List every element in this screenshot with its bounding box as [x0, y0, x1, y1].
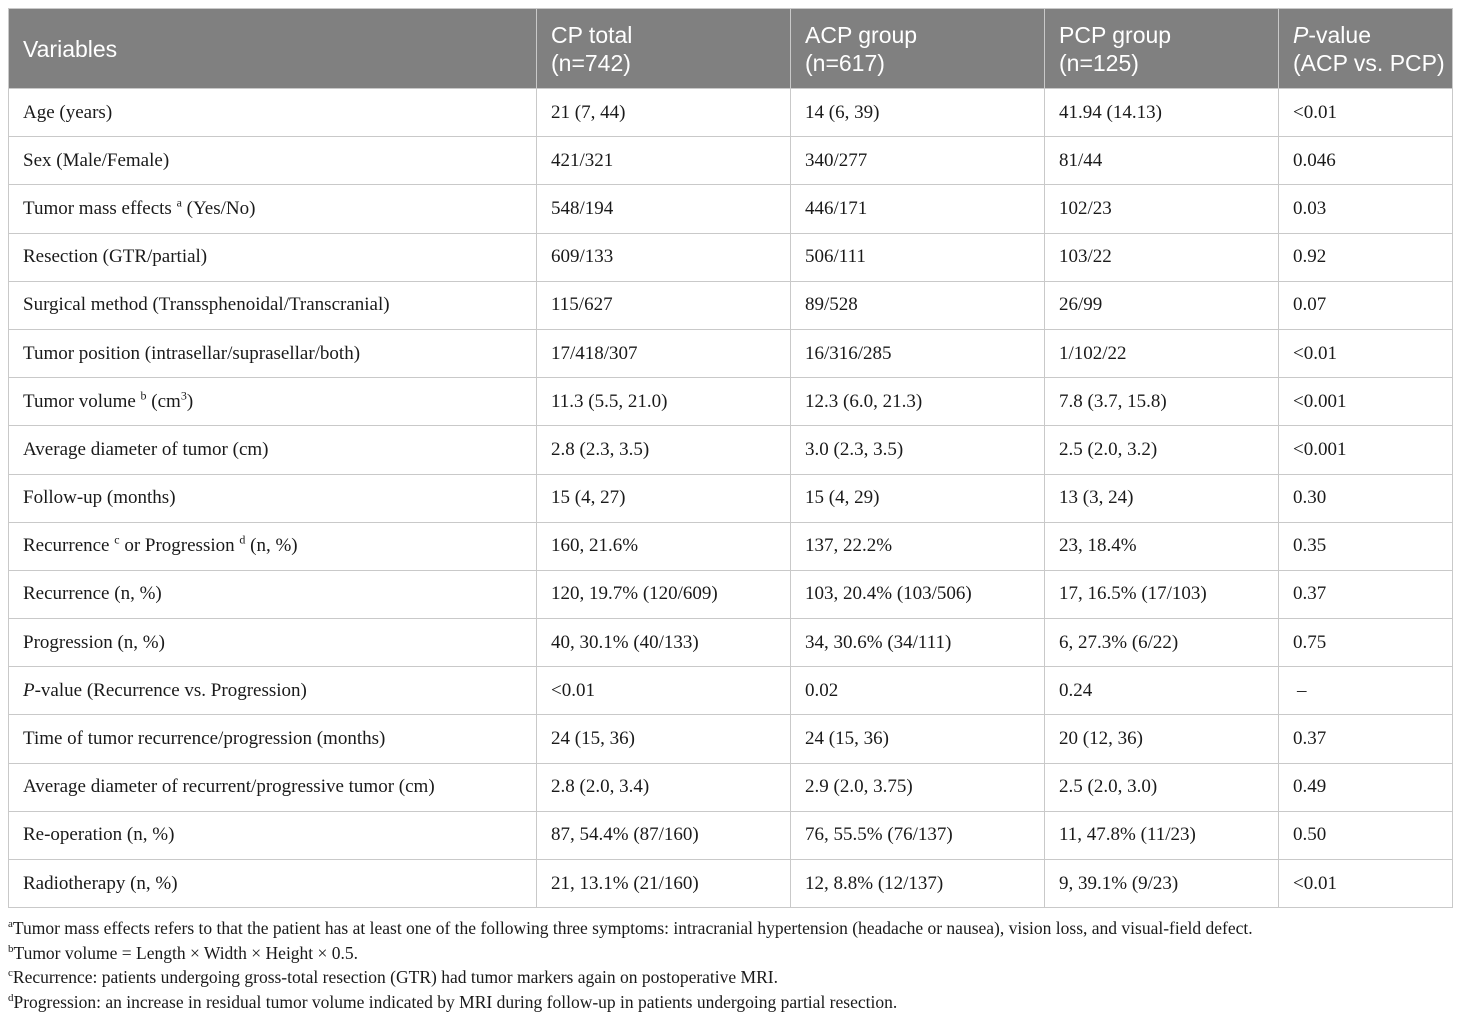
header-p-value: P-value (ACP vs. PCP) [1279, 9, 1453, 89]
row-label: Sex (Male/Female) [9, 137, 537, 185]
cell-cp: 21, 13.1% (21/160) [537, 860, 791, 908]
cell-cp: 2.8 (2.0, 3.4) [537, 763, 791, 811]
cell-cp: 160, 21.6% [537, 522, 791, 570]
row-label: Recurrence $^c$ or Progression $^d$ (n, %) [9, 522, 537, 570]
data-table-container [8, 8, 1452, 908]
table-row [9, 860, 1453, 908]
cell-pcp: 0.24 [1045, 667, 1279, 715]
table-row [9, 185, 1453, 233]
cell-pcp: 81/44 [1045, 137, 1279, 185]
header-acp-group: ACP group (n=617) [791, 9, 1045, 89]
header-variables: Variables [9, 9, 537, 89]
table-header-row [9, 9, 1453, 89]
cell-cp: 87, 54.4% (87/160) [537, 811, 791, 859]
cell-p: 0.49 [1279, 763, 1453, 811]
cell-pcp: 7.8 (3.7, 15.8) [1045, 378, 1279, 426]
cell-acp: 137, 22.2% [791, 522, 1045, 570]
data-table [8, 8, 1453, 908]
footnote-d: $^d$Progression: an increase in residual tumor volume indicated by MRI during follow-up in patients undergoing partial resection. [8, 991, 898, 1012]
cell-pcp: 13 (3, 24) [1045, 474, 1279, 522]
cell-cp: 24 (15, 36) [537, 715, 791, 763]
table-row [9, 570, 1453, 618]
cell-pcp: 20 (12, 36) [1045, 715, 1279, 763]
table-row [9, 667, 1453, 715]
cell-p: 0.37 [1279, 570, 1453, 618]
table-row [9, 426, 1453, 474]
cell-pcp: 2.5 (2.0, 3.0) [1045, 763, 1279, 811]
header-pcp-group: PCP group (n=125) [1045, 9, 1279, 89]
row-label: Follow-up (months) [9, 474, 537, 522]
cell-cp: 40, 30.1% (40/133) [537, 619, 791, 667]
cell-acp: 89/528 [791, 281, 1045, 329]
row-label: Time of tumor recurrence/progression (months) [9, 715, 537, 763]
table-row [9, 281, 1453, 329]
cell-acp: 16/316/285 [791, 329, 1045, 377]
cell-acp: 34, 30.6% (34/111) [791, 619, 1045, 667]
cell-p: 0.37 [1279, 715, 1453, 763]
cell-p: 0.03 [1279, 185, 1453, 233]
cell-acp: 12.3 (6.0, 21.3) [791, 378, 1045, 426]
table-row [9, 329, 1453, 377]
header-cp-total: CP total (n=742) [537, 9, 791, 89]
row-label: Age (years) [9, 89, 537, 137]
cell-cp: 548/194 [537, 185, 791, 233]
row-label: Tumor position (intrasellar/suprasellar/both) [9, 329, 537, 377]
cell-cp: 15 (4, 27) [537, 474, 791, 522]
table-footnotes [8, 916, 1452, 1014]
row-label: Average diameter of recurrent/progressive tumor (cm) [9, 763, 537, 811]
cell-p: – [1279, 667, 1453, 715]
table-row [9, 378, 1453, 426]
cell-pcp: 2.5 (2.0, 3.2) [1045, 426, 1279, 474]
cell-acp: 506/111 [791, 233, 1045, 281]
cell-p: 0.92 [1279, 233, 1453, 281]
cell-p: <0.01 [1279, 860, 1453, 908]
cell-cp: 11.3 (5.5, 21.0) [537, 378, 791, 426]
table-row [9, 522, 1453, 570]
cell-acp: 446/171 [791, 185, 1045, 233]
cell-p: <0.001 [1279, 378, 1453, 426]
table-row [9, 619, 1453, 667]
cell-cp: 17/418/307 [537, 329, 791, 377]
row-label: Resection (GTR/partial) [9, 233, 537, 281]
table-row [9, 474, 1453, 522]
table-row [9, 233, 1453, 281]
cell-acp: 0.02 [791, 667, 1045, 715]
cell-pcp: 17, 16.5% (17/103) [1045, 570, 1279, 618]
footnote-c: $^c$Recurrence: patients undergoing gross-total resection (GTR) had tumor markers again on postoperative MRI. [8, 967, 778, 987]
cell-cp: 421/321 [537, 137, 791, 185]
cell-p: 0.046 [1279, 137, 1453, 185]
cell-pcp: 11, 47.8% (11/23) [1045, 811, 1279, 859]
row-label: Tumor mass effects $^a$ (Yes/No) [9, 185, 537, 233]
cell-cp: 115/627 [537, 281, 791, 329]
cell-acp: 3.0 (2.3, 3.5) [791, 426, 1045, 474]
table-row [9, 763, 1453, 811]
footnote-a: $^a$Tumor mass effects refers to that the patient has at least one of the following three symptoms: intracranial hypertension (headache or nausea), vision loss, and visual-field defect. [8, 918, 1253, 938]
cell-cp: 21 (7, 44) [537, 89, 791, 137]
cell-cp: 2.8 (2.3, 3.5) [537, 426, 791, 474]
row-label: Tumor volume $^b$ $(cm^3)$ [9, 378, 537, 426]
cell-p: <0.01 [1279, 329, 1453, 377]
cell-pcp: 103/22 [1045, 233, 1279, 281]
cell-p: 0.50 [1279, 811, 1453, 859]
cell-pcp: 23, 18.4% [1045, 522, 1279, 570]
table-row [9, 811, 1453, 859]
row-label: P-value (Recurrence vs. Progression) [9, 667, 537, 715]
cell-cp: 609/133 [537, 233, 791, 281]
row-label: Average diameter of tumor (cm) [9, 426, 537, 474]
cell-p: <0.01 [1279, 89, 1453, 137]
cell-acp: 103, 20.4% (103/506) [791, 570, 1045, 618]
cell-pcp: 41.94 (14.13) [1045, 89, 1279, 137]
cell-acp: 24 (15, 36) [791, 715, 1045, 763]
footnote-b: $^b$Tumor volume = Length × Width × Height × 0.5. [8, 942, 359, 963]
table-row [9, 715, 1453, 763]
cell-pcp: 6, 27.3% (6/22) [1045, 619, 1279, 667]
cell-p: 0.35 [1279, 522, 1453, 570]
cell-cp: <0.01 [537, 667, 791, 715]
cell-pcp: 26/99 [1045, 281, 1279, 329]
cell-p: <0.001 [1279, 426, 1453, 474]
cell-cp: 120, 19.7% (120/609) [537, 570, 791, 618]
table-row [9, 137, 1453, 185]
cell-pcp: 9, 39.1% (9/23) [1045, 860, 1279, 908]
cell-acp: 14 (6, 39) [791, 89, 1045, 137]
cell-p: 0.07 [1279, 281, 1453, 329]
cell-acp: 76, 55.5% (76/137) [791, 811, 1045, 859]
cell-acp: 340/277 [791, 137, 1045, 185]
row-label: Re-operation (n, %) [9, 811, 537, 859]
cell-acp: 15 (4, 29) [791, 474, 1045, 522]
cell-pcp: 102/23 [1045, 185, 1279, 233]
row-label: Radiotherapy (n, %) [9, 860, 537, 908]
cell-p: 0.30 [1279, 474, 1453, 522]
cell-pcp: 1/102/22 [1045, 329, 1279, 377]
row-label: Surgical method (Transsphenoidal/Transcranial) [9, 281, 537, 329]
row-label: Progression (n, %) [9, 619, 537, 667]
table-row [9, 89, 1453, 137]
cell-acp: 2.9 (2.0, 3.75) [791, 763, 1045, 811]
cell-p: 0.75 [1279, 619, 1453, 667]
row-label: Recurrence (n, %) [9, 570, 537, 618]
cell-acp: 12, 8.8% (12/137) [791, 860, 1045, 908]
